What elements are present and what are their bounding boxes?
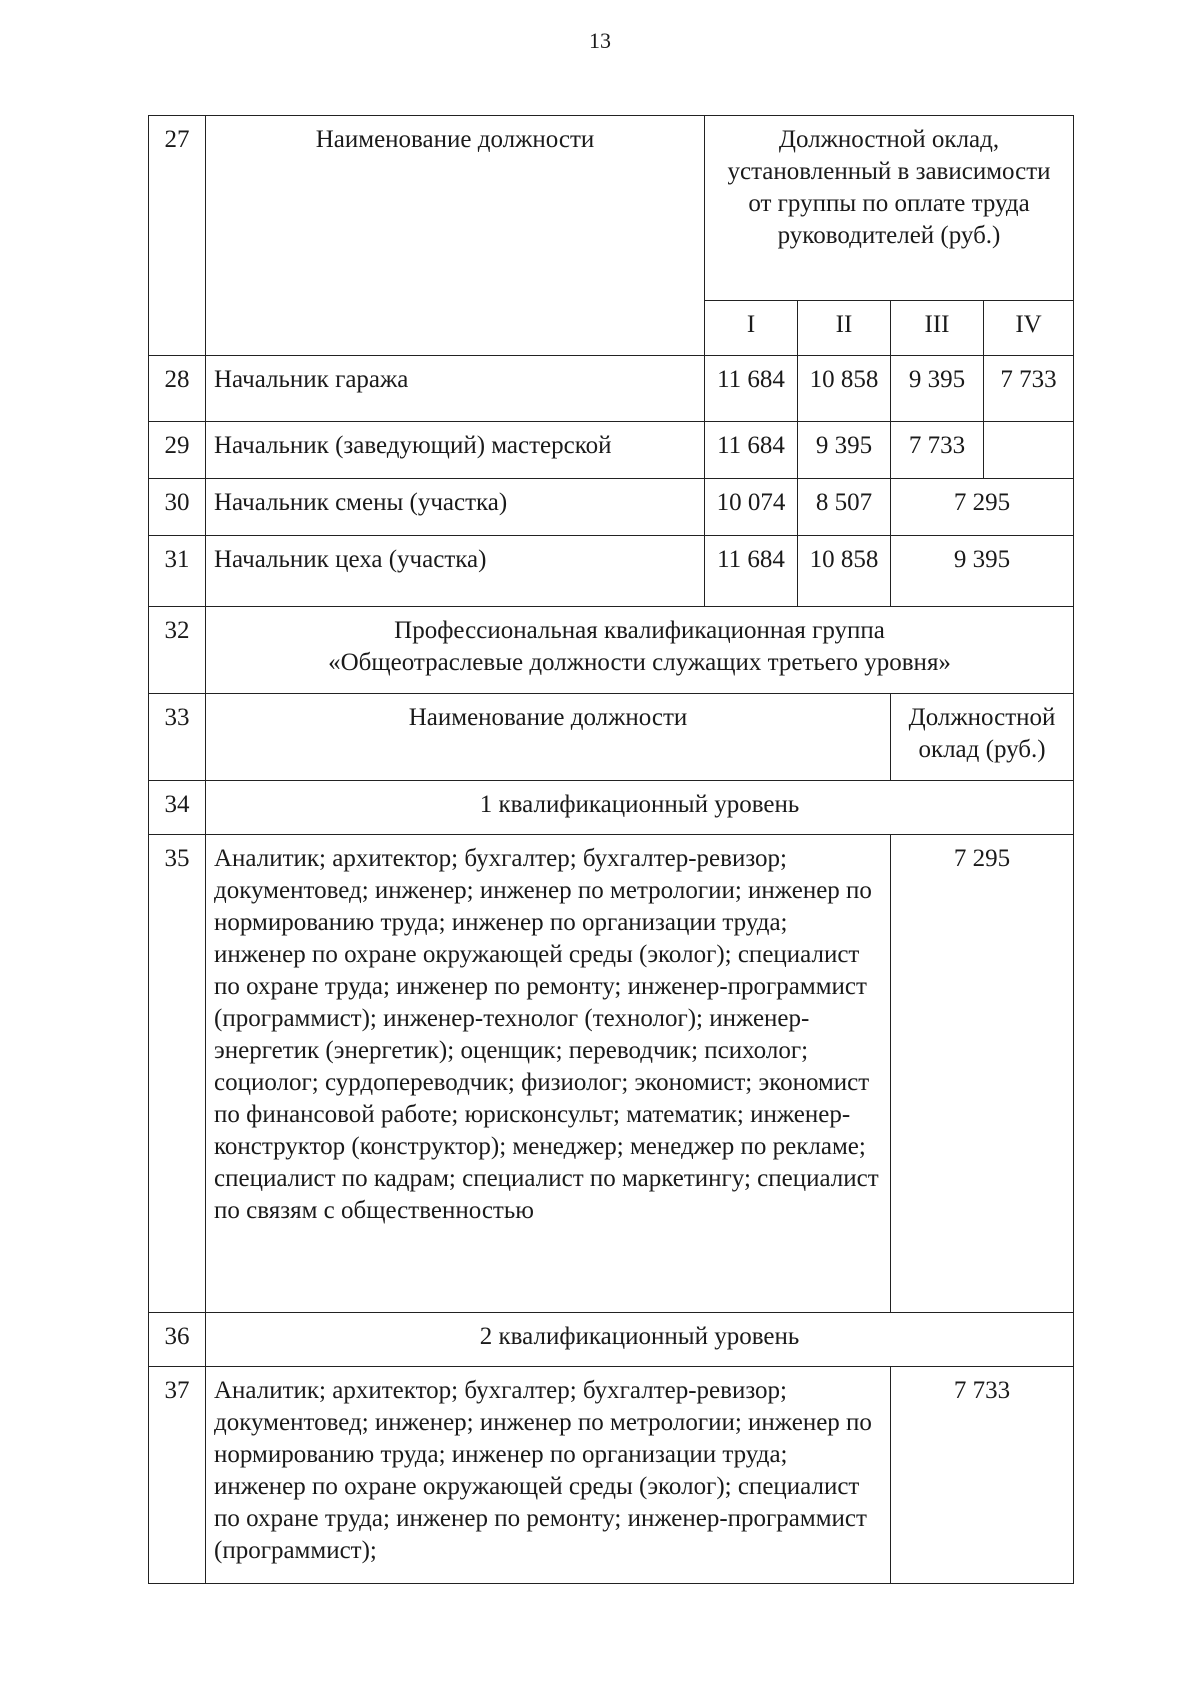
row-number: 34 [149,781,206,835]
row-number: 30 [149,479,206,536]
group-iii-header: III [891,301,984,356]
group-iv-header: IV [984,301,1074,356]
table-header-row [149,116,1074,301]
salary-value: 10 074 [705,479,798,536]
qualification-group-line1: Профессиональная квалификационная группа [394,617,885,644]
salary-value: 7 295 [891,835,1074,1313]
page-number: 13 [589,28,611,53]
salary-value: 7 733 [984,356,1074,422]
row-number: 33 [149,694,206,781]
sub-header-row [149,694,1074,781]
table-row [149,1367,1074,1584]
qualification-group-row [149,607,1074,694]
salary-value: 7 733 [891,422,984,479]
salary-value: 7 733 [891,1367,1074,1584]
salary-table [148,115,1074,1584]
salary-value [984,422,1074,479]
salary-value: 9 395 [891,536,1074,607]
position-name-header: Наименование должности [206,694,891,781]
qualification-level-label: 2 квалификационный уровень [206,1313,1074,1367]
salary-header: Должностной оклад (руб.) [891,694,1074,781]
position-name: Начальник (заведующий) мастерской [206,422,705,479]
table-row [149,835,1074,1313]
salary-value: 11 684 [705,536,798,607]
position-list: Аналитик; архитектор; бухгалтер; бухгалтер-ревизор; документовед; инженер; инженер по метрологии; инженер по нормированию труда; инженер по организации труда; инженер по охране окружающей среды (эколог); специалист по охране труда; инженер по ремонту; инженер-программист (программист); инженер-технолог (технолог); инженер-энергетик (энергетик); оценщик; переводчик; психолог; социолог; сурдопереводчик; физиолог; экономист; экономист по финансовой работе; юрисконсульт; математик; инженер-конструктор (конструктор); менеджер; менеджер по рекламе; специалист по кадрам; специалист по маркетингу; специалист по связям с общественностью [206,835,891,1313]
row-number: 27 [149,116,206,356]
qualification-level-label: 1 квалификационный уровень [206,781,1074,835]
table-row [149,536,1074,607]
row-number: 31 [149,536,206,607]
salary-value: 10 858 [798,356,891,422]
row-number: 29 [149,422,206,479]
qualification-group-line2: «Общеотраслевые должности служащих третьего уровня» [328,649,951,676]
position-name: Начальник цеха (участка) [206,536,705,607]
qualification-group-title [206,607,1074,694]
salary-value: 11 684 [705,356,798,422]
qualification-level-row [149,1313,1074,1367]
table-row [149,422,1074,479]
position-name-header: Наименование должности [206,116,705,356]
table-row [149,479,1074,536]
group-i-header: I [705,301,798,356]
group-ii-header: II [798,301,891,356]
salary-header: Должностной оклад, установленный в зависимости от группы по оплате труда руководителей (руб.) [705,116,1074,301]
position-name: Начальник смены (участка) [206,479,705,536]
row-number: 36 [149,1313,206,1367]
position-name: Начальник гаража [206,356,705,422]
salary-value: 7 295 [891,479,1074,536]
row-number: 35 [149,835,206,1313]
salary-value: 10 858 [798,536,891,607]
salary-value: 9 395 [891,356,984,422]
row-number: 37 [149,1367,206,1584]
qualification-level-row [149,781,1074,835]
row-number: 28 [149,356,206,422]
row-number: 32 [149,607,206,694]
salary-value: 11 684 [705,422,798,479]
salary-value: 9 395 [798,422,891,479]
position-list: Аналитик; архитектор; бухгалтер; бухгалтер-ревизор; документовед; инженер; инженер по метрологии; инженер по нормированию труда; инженер по организации труда; инженер по охране окружающей среды (эколог); специалист по охране труда; инженер по ремонту; инженер-программист (программист); [206,1367,891,1584]
salary-value: 8 507 [798,479,891,536]
table-row [149,356,1074,422]
